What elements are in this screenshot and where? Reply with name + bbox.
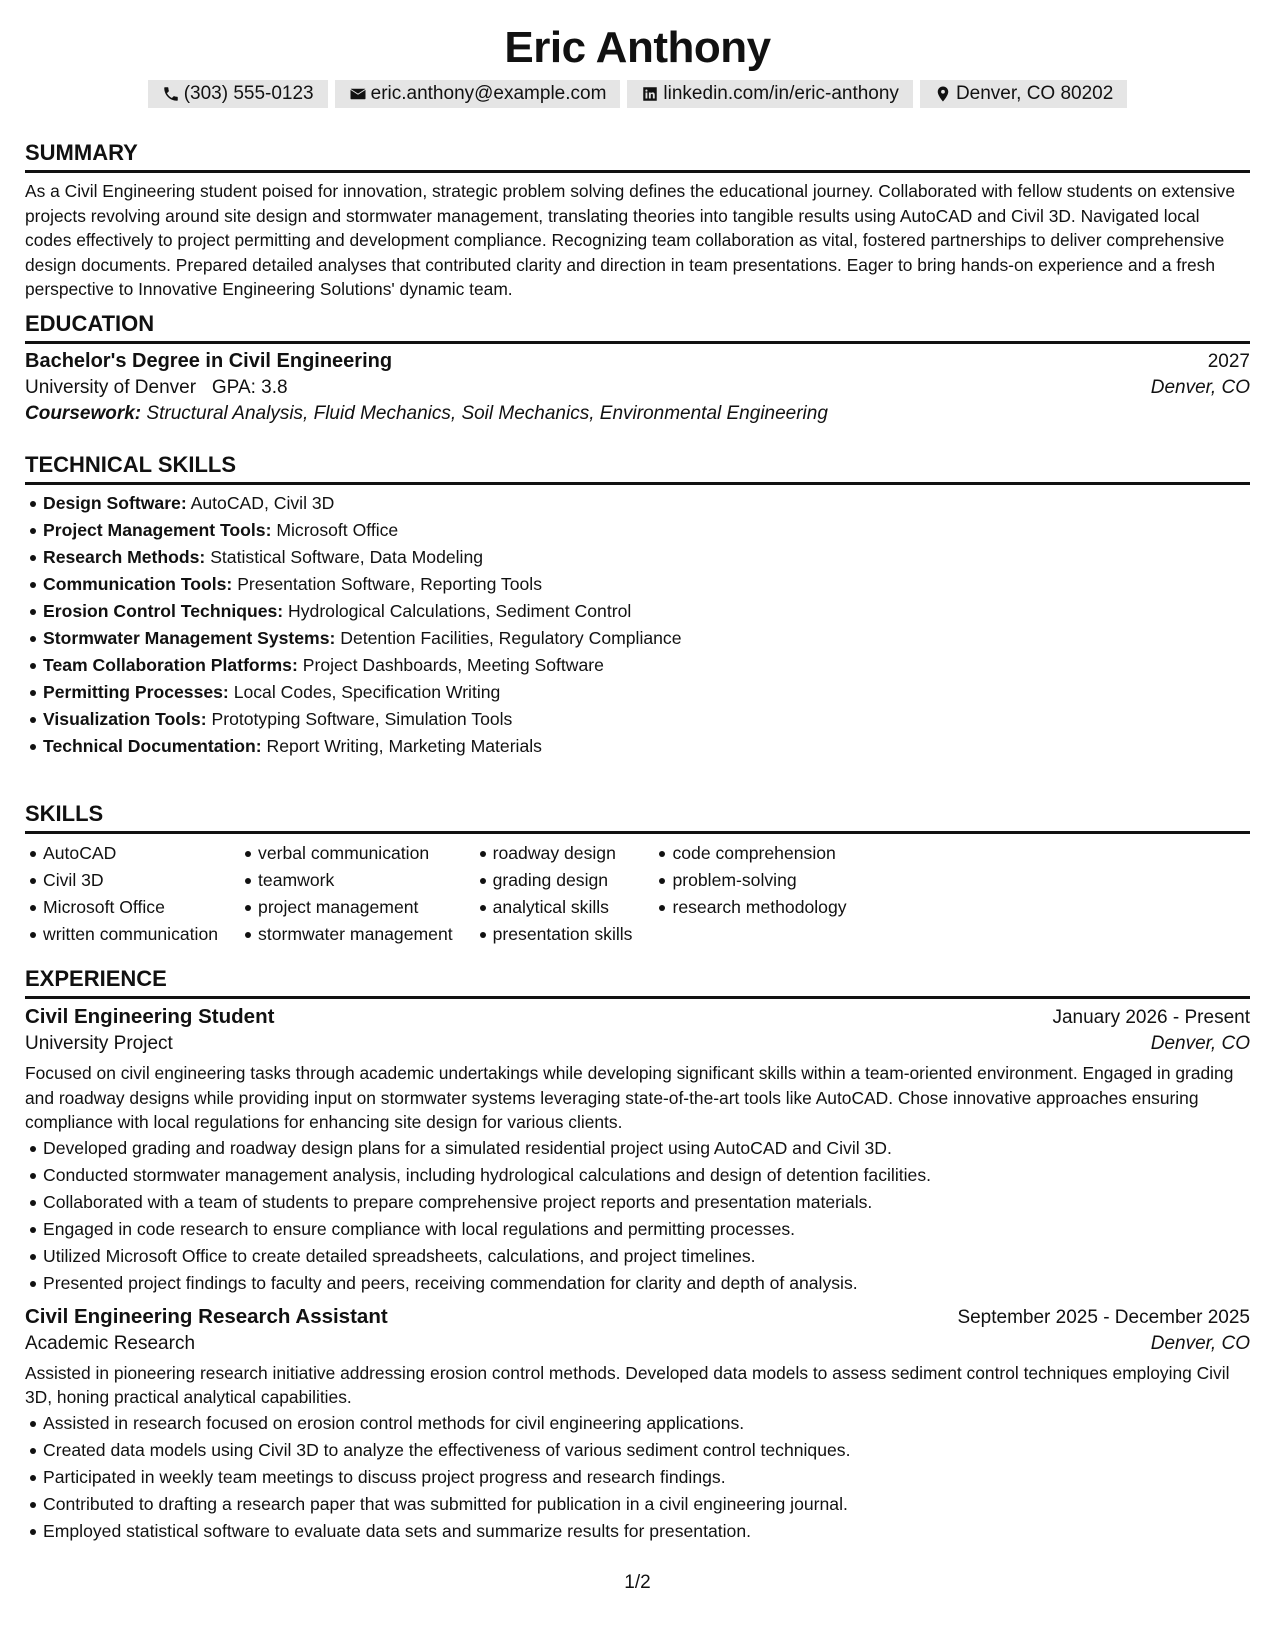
- list-item: [25, 733, 1250, 760]
- list-item: Assisted in research focused on erosion control methods for civil engineering applications.: [25, 1410, 1250, 1437]
- list-item: [25, 652, 1250, 679]
- page-number: 1/2: [624, 1572, 651, 1593]
- skill-label: Project Management Tools:: [43, 520, 272, 540]
- skill-value: Prototyping Software, Simulation Tools: [211, 709, 513, 729]
- skill-label: Stormwater Management Systems:: [43, 628, 336, 648]
- skill-label: Communication Tools:: [43, 574, 233, 594]
- contact-email-text: eric.anthony@example.com: [370, 83, 607, 104]
- job-bullets: [25, 1135, 1250, 1297]
- list-item: [25, 571, 1250, 598]
- mail-icon: [349, 85, 367, 103]
- job-org: University Project: [25, 1033, 173, 1054]
- skill-value: Statistical Software, Data Modeling: [210, 547, 484, 567]
- school-name: University of Denver: [25, 377, 197, 398]
- candidate-name: Eric Anthony: [504, 23, 771, 72]
- skill-label: Erosion Control Techniques:: [43, 601, 284, 621]
- list-item: Contributed to drafting a research paper that was submitted for publication in a civil engineering journal.: [25, 1491, 1250, 1518]
- summary-text: As a Civil Engineering student poised for innovation, strategic problem solving defines the educational journey. Collaborated with fellow students on extensive projects revolving around site design and stormwater management, translating theories into tangible results using AutoCAD and Civil 3D. Navigated local codes effectively to project permitting and development compliance. Recognizing team collaboration as vital, fostered partnerships to deliver comprehensive design documents. Prepared detailed analyses that contributed clarity and direction in team presentations. Eager to bring hands-on experience and a fresh perspective to Innovative Engineering Solutions' dynamic team.: [25, 181, 1235, 300]
- education-section: [25, 311, 1250, 425]
- list-item: written communication: [25, 921, 218, 948]
- list-item: roadway design: [475, 840, 633, 867]
- skill-label: Team Collaboration Platforms:: [43, 655, 298, 675]
- education-school-row: [25, 377, 1250, 399]
- technical-skills-list: [25, 490, 1250, 760]
- gpa: GPA: 3.8: [211, 377, 288, 398]
- job-org-row: [25, 1333, 1250, 1355]
- list-item: Utilized Microsoft Office to create detailed spreadsheets, calculations, and project timelines.: [25, 1243, 1250, 1270]
- coursework-list: Structural Analysis, Fluid Mechanics, Soil Mechanics, Environmental Engineering: [146, 403, 828, 424]
- summary-heading: SUMMARY: [25, 140, 1250, 173]
- job-title-row: [25, 1005, 1250, 1029]
- contact-linkedin[interactable]: [627, 80, 913, 108]
- coursework-label: Coursework:: [25, 403, 142, 424]
- list-item: presentation skills: [475, 921, 633, 948]
- skill-value: Local Codes, Specification Writing: [233, 682, 501, 702]
- skills-column: [654, 840, 868, 948]
- job-org: Academic Research: [25, 1332, 196, 1354]
- technical-skills-section: [25, 452, 1250, 760]
- list-item: Participated in weekly team meetings to discuss project progress and research findings.: [25, 1464, 1250, 1491]
- list-item: AutoCAD: [25, 840, 218, 867]
- list-item: [25, 598, 1250, 625]
- contact-email[interactable]: [335, 80, 621, 108]
- list-item: [25, 544, 1250, 571]
- list-item: [25, 679, 1250, 706]
- list-item: [25, 706, 1250, 733]
- list-item: research methodology: [654, 894, 846, 921]
- list-item: grading design: [475, 867, 633, 894]
- contact-phone-text: (303) 555-0123: [183, 83, 314, 104]
- experience-section: [25, 966, 1250, 1545]
- list-item: code comprehension: [654, 840, 846, 867]
- skills-column: [25, 840, 240, 948]
- skill-value: Detention Facilities, Regulatory Compliance: [340, 628, 682, 648]
- technical-skills-heading: TECHNICAL SKILLS: [25, 452, 1250, 485]
- list-item: Engaged in code research to ensure compliance with local regulations and permitting processes.: [25, 1216, 1250, 1243]
- skill-label: Design Software:: [43, 493, 187, 513]
- linkedin-icon: [641, 85, 659, 103]
- skill-label: Technical Documentation:: [43, 736, 262, 756]
- contact-bar: [25, 80, 1250, 108]
- skill-label: Research Methods:: [43, 547, 206, 567]
- skill-value: Report Writing, Marketing Materials: [266, 736, 542, 756]
- list-item: teamwork: [240, 867, 453, 894]
- graduation-year: 2027: [1207, 351, 1250, 372]
- job-bullets: [25, 1410, 1250, 1545]
- job-location: Denver, CO: [1150, 1033, 1250, 1054]
- list-item: Created data models using Civil 3D to analyze the effectiveness of various sediment control techniques.: [25, 1437, 1250, 1464]
- job-entry: [25, 1305, 1250, 1545]
- contact-phone: [148, 80, 328, 108]
- job-entry: [25, 1005, 1250, 1297]
- list-item: verbal communication: [240, 840, 453, 867]
- job-title-row: [25, 1305, 1250, 1329]
- job-description: Assisted in pioneering research initiative addressing erosion control methods. Developed data models to assess sediment control techniques employing Civil 3D, honing practical analytical capabilities.: [25, 1362, 1230, 1408]
- list-item: project management: [240, 894, 453, 921]
- list-item: stormwater management: [240, 921, 453, 948]
- skill-value: Hydrological Calculations, Sediment Control: [288, 601, 632, 621]
- job-org-row: [25, 1033, 1250, 1055]
- resume-page: [25, 0, 1250, 1650]
- skill-value: AutoCAD, Civil 3D: [190, 493, 335, 513]
- experience-heading: EXPERIENCE: [25, 966, 1250, 999]
- list-item: Conducted stormwater management analysis, including hydrological calculations and design of detention facilities.: [25, 1162, 1250, 1189]
- job-title: Civil Engineering Research Assistant: [25, 1304, 388, 1328]
- skill-label: Visualization Tools:: [43, 709, 207, 729]
- contact-location-text: Denver, CO 80202: [955, 83, 1114, 104]
- education-degree-row: [25, 350, 1250, 373]
- skills-grid: [25, 840, 1250, 948]
- list-item: Microsoft Office: [25, 894, 218, 921]
- summary-section: [25, 140, 1250, 302]
- skill-value: Project Dashboards, Meeting Software: [302, 655, 604, 675]
- phone-icon: [162, 85, 180, 103]
- school-location: Denver, CO: [1150, 377, 1250, 398]
- education-heading: EDUCATION: [25, 311, 1250, 344]
- list-item: [25, 625, 1250, 652]
- list-item: Employed statistical software to evaluate data sets and summarize results for presentation.: [25, 1518, 1250, 1545]
- skill-label: Permitting Processes:: [43, 682, 229, 702]
- job-description: Focused on civil engineering tasks through academic undertakings while developing significant skills within a team-oriented environment. Engaged in grading and roadway designs while providing input on stormwater systems leveraging state-of-the-art tools like AutoCAD. Chose innovative approaches ensuring compliance with local regulations for enhancing site design for various clients.: [25, 1063, 1234, 1133]
- job-location: Denver, CO: [1150, 1332, 1250, 1354]
- coursework-line: [25, 403, 1250, 425]
- list-item: Collaborated with a team of students to prepare comprehensive project reports and presentation materials.: [25, 1189, 1250, 1216]
- list-item: problem-solving: [654, 867, 846, 894]
- map-marker-icon: [934, 85, 952, 103]
- skills-column: [475, 840, 655, 948]
- skills-column: [240, 840, 475, 948]
- degree-name: Bachelor's Degree in Civil Engineering: [25, 350, 393, 372]
- skill-value: Microsoft Office: [276, 520, 399, 540]
- list-item: analytical skills: [475, 894, 633, 921]
- school-info: [25, 377, 288, 399]
- skills-section: [25, 801, 1250, 948]
- list-item: [25, 517, 1250, 544]
- contact-linkedin-text: linkedin.com/in/eric-anthony: [663, 83, 899, 104]
- list-item: Presented project findings to faculty and peers, receiving commendation for clarity and depth of analysis.: [25, 1270, 1250, 1297]
- job-dates: January 2026 - Present: [1052, 1007, 1250, 1028]
- list-item: Developed grading and roadway design plans for a simulated residential project using AutoCAD and Civil 3D.: [25, 1135, 1250, 1162]
- skill-value: Presentation Software, Reporting Tools: [237, 574, 542, 594]
- list-item: [25, 490, 1250, 517]
- skills-heading: SKILLS: [25, 801, 1250, 834]
- contact-location: [920, 80, 1127, 108]
- job-title: Civil Engineering Student: [25, 1005, 275, 1028]
- job-dates: September 2025 - December 2025: [957, 1306, 1250, 1328]
- list-item: Civil 3D: [25, 867, 218, 894]
